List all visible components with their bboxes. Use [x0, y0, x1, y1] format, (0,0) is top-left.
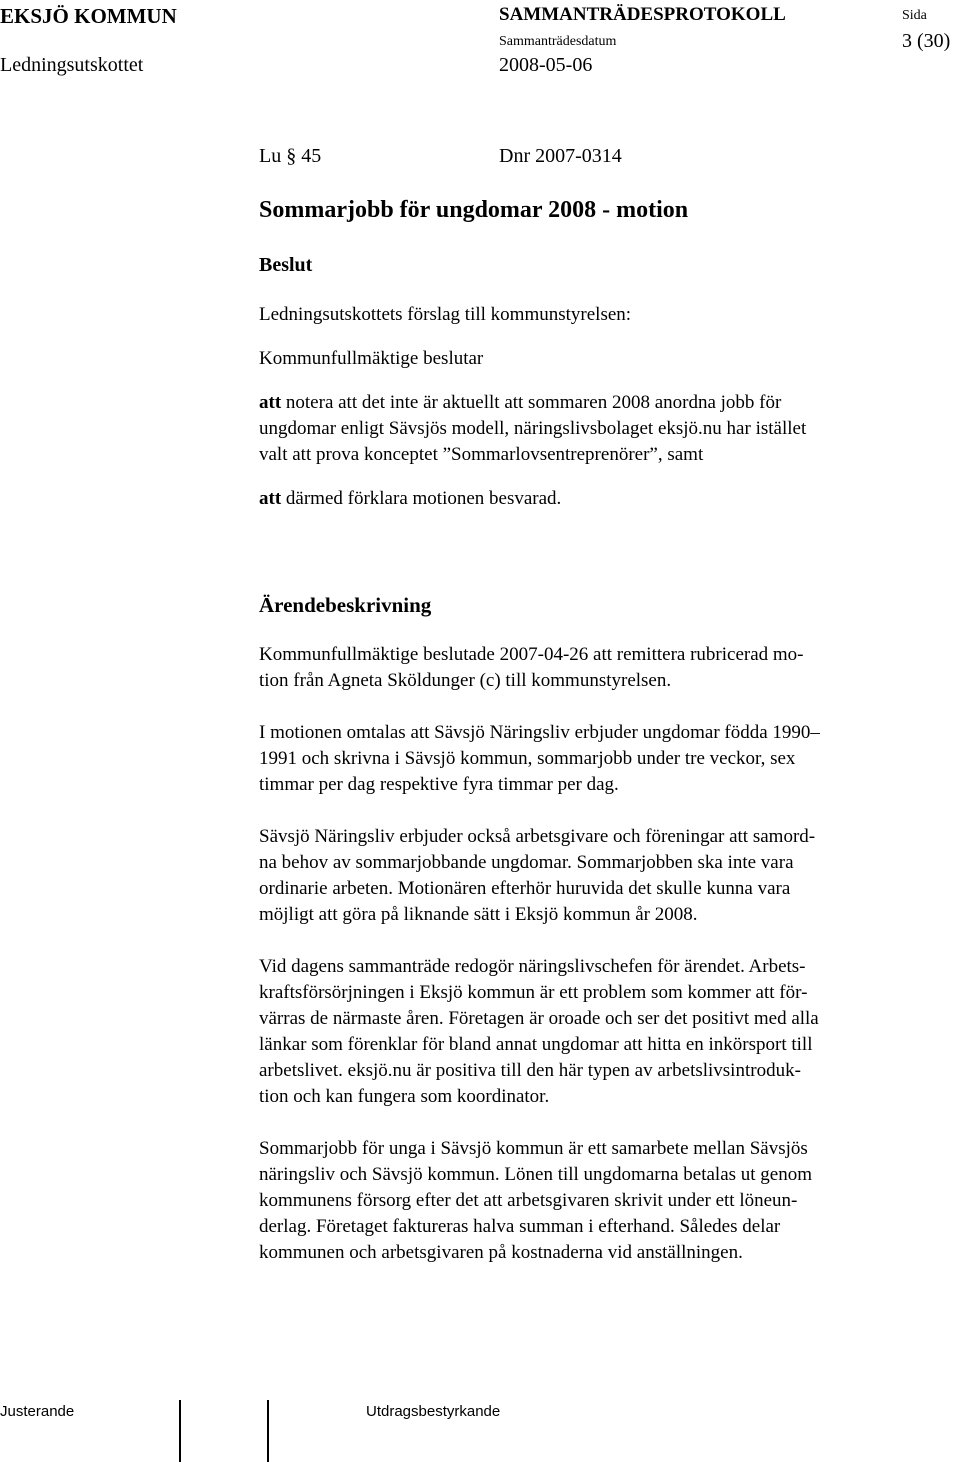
- clause-1-line-3: valt att prova konceptet ”Sommarlovsentreprenörer”, samt: [259, 444, 704, 465]
- paragraph-line: näringsliv och Sävsjö kommun. Lönen till ungdomarna betalas ut genom: [259, 1164, 813, 1185]
- signature-divider: [267, 1400, 269, 1462]
- paragraph-line: timmar per dag respektive fyra timmar per dag.: [259, 774, 619, 795]
- decision-section: [259, 252, 939, 512]
- case-number-value: 45: [301, 145, 322, 167]
- paragraph-line: derlag. Företaget faktureras halva summan i efterhand. Således delar: [259, 1216, 781, 1237]
- clause-1-line-2: ungdomar enligt Sävsjös modell, näringslivsbolaget eksjö.nu har istället: [259, 418, 807, 439]
- section-sign: §: [286, 145, 297, 167]
- page-label: Sida: [902, 8, 927, 23]
- council-line: Kommunfullmäktige beslutar: [259, 348, 484, 369]
- description-paragraph-1: [259, 642, 939, 694]
- description-heading: Ärendebeskrivning: [259, 593, 432, 617]
- paragraph-line: Vid dagens sammanträde redogör näringslivschefen för ärendet. Arbets-: [259, 956, 806, 977]
- paragraph-line: kraftsförsörjningen i Eksjö kommun är ett problem som kommer att för-: [259, 982, 808, 1003]
- clause-2-keyword: att: [259, 488, 282, 509]
- clause-2: [259, 486, 939, 512]
- signature-divider: [179, 1400, 181, 1462]
- paragraph-line: möjligt att göra på liknande sätt i Eksjö kommun år 2008.: [259, 904, 698, 925]
- paragraph-line: länkar som förenklar för bland annat ungdomar att hitta en inkörsport till: [259, 1034, 813, 1055]
- organization-name: EKSJÖ KOMMUN: [0, 4, 177, 28]
- clause-2-text: därmed förklara motionen besvarad.: [285, 488, 562, 509]
- description-paragraph-4: [259, 954, 939, 1110]
- decision-heading: Beslut: [259, 254, 313, 276]
- committee-name: Ledningsutskottet: [0, 54, 144, 76]
- clause-1-keyword: att: [259, 392, 282, 413]
- case-prefix: Lu: [259, 145, 282, 167]
- paragraph-line: tion från Agneta Sköldunger (c) till kommunstyrelsen.: [259, 670, 672, 691]
- paragraph-line: kommunen och arbetsgivaren på kostnaderna vid anställningen.: [259, 1242, 743, 1263]
- paragraph-line: na behov av sommarjobbande ungdomar. Sommarjobben ska inte vara: [259, 852, 794, 873]
- utdragsbestyrkande-label: Utdragsbestyrkande: [366, 1403, 501, 1420]
- description-paragraph-2: [259, 720, 939, 798]
- paragraph-line: kommunens försorg efter det att arbetsgivaren skrivit under ett löneun-: [259, 1190, 798, 1211]
- case-title: Sommarjobb för ungdomar 2008 - motion: [259, 197, 689, 223]
- description-section: [259, 592, 939, 1266]
- description-paragraph-3: [259, 824, 939, 928]
- case-number: [259, 145, 321, 168]
- paragraph-line: värras de närmaste åren. Företagen är oroade och ser det positivt med alla: [259, 1008, 819, 1029]
- page-number: 3 (30): [902, 30, 951, 52]
- document-type: SAMMANTRÄDESPROTOKOLL: [499, 4, 786, 25]
- paragraph-line: I motionen omtalas att Sävsjö Näringsliv erbjuder ungdomar födda 1990–: [259, 722, 820, 743]
- meeting-date: 2008-05-06: [499, 54, 593, 76]
- paragraph-line: Kommunfullmäktige beslutade 2007-04-26 att remittera rubricerad mo-: [259, 644, 804, 665]
- clause-1-line-1: notera att det inte är aktuellt att sommaren 2008 anordna jobb för: [285, 392, 782, 413]
- description-paragraph-5: [259, 1136, 939, 1266]
- proposal-line: Ledningsutskottets förslag till kommunstyrelsen:: [259, 304, 632, 325]
- paragraph-line: 1991 och skrivna i Sävsjö kommun, sommarjobb under tre veckor, sex: [259, 748, 796, 769]
- date-label: Sammanträdesdatum: [499, 34, 617, 49]
- paragraph-line: Sävsjö Näringsliv erbjuder också arbetsgivare och föreningar att samord-: [259, 826, 816, 847]
- paragraph-line: ordinarie arbeten. Motionären efterhör huruvida det skulle kunna vara: [259, 878, 791, 899]
- justerande-label: Justerande: [0, 1403, 75, 1420]
- clause-1: [259, 390, 939, 468]
- diary-number: Dnr 2007-0314: [499, 145, 622, 167]
- paragraph-line: Sommarjobb för unga i Sävsjö kommun är ett samarbete mellan Sävsjös: [259, 1138, 808, 1159]
- paragraph-line: tion och kan fungera som koordinator.: [259, 1086, 550, 1107]
- paragraph-line: arbetslivet. eksjö.nu är positiva till den här typen av arbetslivsintroduk-: [259, 1060, 801, 1081]
